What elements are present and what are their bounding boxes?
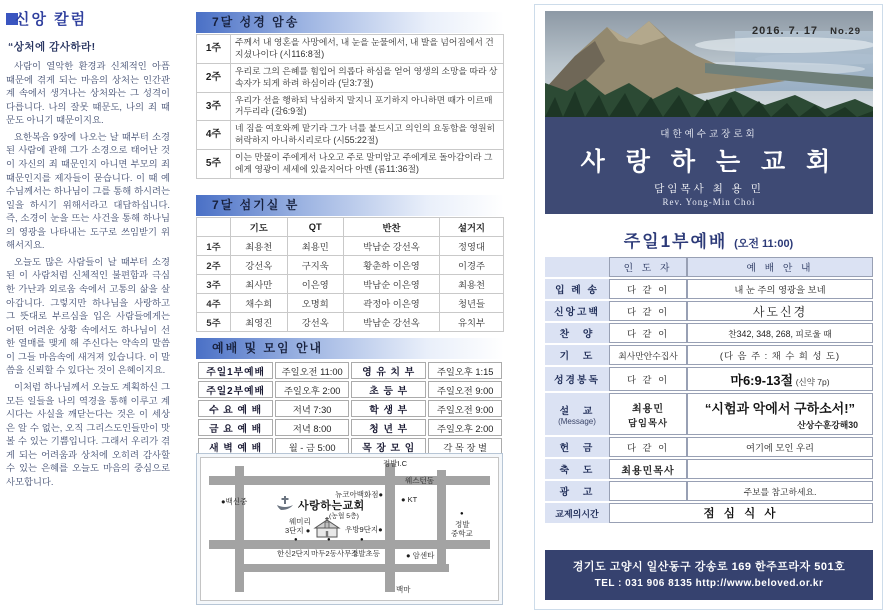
map-label: 뉴코아백화점● — [335, 490, 383, 499]
table-row — [545, 459, 873, 479]
order-label: 축 도 — [545, 459, 609, 479]
cell: 금 요 예 배 — [198, 419, 273, 436]
table-row — [198, 362, 502, 379]
church-address: 경기도 고양시 일산동구 강송로 169 한주프라자 501호 — [572, 561, 846, 573]
cell: 초 등 부 — [351, 381, 426, 398]
week-cell: 5주 — [197, 150, 231, 179]
cell: 4주 — [197, 294, 231, 313]
cell: 주일오후 1:15 — [428, 362, 502, 379]
service-title: 주일1부예배 — [623, 232, 728, 251]
cell: 최영진 — [231, 313, 288, 332]
verse-cell: 네 짐을 여호와께 맡기라 그가 너를 붙드시고 의인의 요동함을 영원히 허락하지 아니하시리로다 (시55:22절) — [231, 121, 504, 150]
order-label: 헌 금 — [545, 437, 609, 457]
table-row — [198, 381, 502, 398]
middle-column — [196, 10, 504, 610]
content-cell — [609, 503, 873, 523]
church-building-icon — [313, 516, 341, 538]
scripture-page: (신약 7p) — [795, 376, 830, 387]
service-title-row — [535, 227, 882, 252]
map-church-floor: (농협 5층) — [329, 513, 359, 520]
essay-paragraph: 요한복음 9장에 나오는 날 때부터 소경된 사람에 관해 그가 소경으로 태어난 것이 자신의 죄 때문인지 아니면 부모의 죄 때문인지를 제자들이 묻습니다. 이 때 예수님께서는 하나님이 그를 통해 하시려는 일을 하시기 위해서라고 대답하십니다. 즉, 소경이 눈을 뜨는 사건을 통해 하나님의 영광을 나타내는 도구로 쓰임받기 위해서지요. — [6, 131, 170, 251]
issue-number: No.29 — [830, 26, 861, 37]
cell: 곽정아 이은영 — [344, 294, 440, 313]
service-time: (오전 11:00) — [734, 238, 794, 250]
table-row — [197, 237, 504, 256]
church-name: 사 랑 하 는 교 회 — [580, 148, 838, 176]
memorize-table — [196, 34, 504, 179]
cell: 영 유 치 부 — [351, 362, 426, 379]
table-row — [545, 323, 873, 343]
leader-cell: 다 같 이 — [609, 323, 687, 343]
cell: 최용천 — [440, 275, 504, 294]
table-header-row — [545, 257, 873, 277]
map-dot: ● — [327, 537, 331, 543]
scripture-reference: 마6:9-13절 — [730, 372, 794, 388]
map-road — [437, 470, 446, 572]
order-label-sub: (Message) — [558, 416, 596, 426]
essay-paragraph: 이처럼 하나님께서 오늘도 계획하신 그 모든 일들을 나의 역경을 통해 이루고 계시다는 사실을 깨닫는다는 것은 이 세상은 알 수 없는, 오직 그리스도인들만이 맛볼 수 있는 기쁨입니다. 그래서 우리가 겪게 되는 어려움과 상처에 오히려 감사할 수 있는 은혜를 오늘도 마음의 중심으로 사모합니다. — [6, 381, 170, 487]
order-label-text: 설 교 — [559, 405, 595, 417]
table-row — [197, 313, 504, 332]
cell: 최사만 — [231, 275, 288, 294]
cell: 저녁 7:30 — [275, 400, 349, 417]
map-road — [235, 564, 449, 572]
cell: 구지욱 — [287, 256, 344, 275]
map-label: 백마 — [396, 585, 411, 594]
map-label: 3단지 ● — [285, 526, 311, 535]
cell: 강선옥 — [287, 313, 344, 332]
serving-section — [196, 195, 504, 332]
week-cell: 3주 — [197, 92, 231, 121]
memorize-section — [196, 12, 504, 179]
serving-table — [196, 217, 504, 332]
faith-column-title-row — [6, 8, 170, 29]
cell: 주일2부예배 — [198, 381, 273, 398]
essay-paragraph: 사람이 열악한 환경과 신체적인 아픔 때문에 겪게 되는 마음의 상처는 인간관계 속에서 생겨나는 상처와는 그 성격이 다릅니다. 나의 잘못 때문도, 나의 죄 때문도 아니기 때문이지요. — [6, 61, 170, 126]
map-canvas — [200, 457, 499, 601]
table-row — [197, 150, 504, 179]
map-church-name: 사랑하는교회 — [298, 500, 365, 512]
table-row — [197, 35, 504, 64]
content-cell: 여기에 모인 우리 — [687, 437, 873, 457]
leader-cell: 다 같 이 — [609, 301, 687, 321]
preacher-title: 담임목사 — [628, 417, 668, 428]
map-label: 한신2단지 — [277, 549, 311, 558]
worship-order-table — [545, 255, 873, 525]
order-label: 기 도 — [545, 345, 609, 365]
pastor-name-english: Rev. Yong-Min Choi — [662, 197, 756, 207]
schedule-section-title: 예배 및 모임 안내 — [196, 338, 504, 359]
cell: 최용민 — [287, 237, 344, 256]
map-label: 웨스턴돔 — [405, 476, 434, 485]
denomination: 대한예수교장로회 — [660, 129, 758, 140]
order-label: 교제의시간 — [545, 503, 609, 523]
content-cell: 주보를 참고하세요. — [687, 481, 873, 501]
table-row — [198, 419, 502, 436]
verse-cell: 이는 만물이 주에게서 나오고 주로 말미암고 주에게로 돌아감이라 그에게 영광이 세세에 있을지어다 아멘 (롬11:36절) — [231, 150, 504, 179]
leader-cell — [609, 481, 687, 501]
table-row — [197, 121, 504, 150]
leader-cell: 다 같 이 — [609, 437, 687, 457]
order-label: 광 고 — [545, 481, 609, 501]
week-cell: 2주 — [197, 63, 231, 92]
map-dot: ● — [294, 537, 298, 543]
cell: 오명희 — [287, 294, 344, 313]
order-label: 신앙고백 — [545, 301, 609, 321]
map-label: 웨미리 — [289, 517, 311, 526]
cell: 주일오후 2:00 — [428, 419, 502, 436]
map-label: ●백신중 — [221, 497, 248, 506]
location-map — [196, 453, 503, 605]
sermon-series: 산상수훈강해30 — [797, 419, 858, 430]
cell: 채수희 — [231, 294, 288, 313]
cell: 이경주 — [440, 256, 504, 275]
serving-section-title: 7달 섬기실 분 — [196, 195, 504, 216]
verse-cell: 우리로 그의 은혜를 힘입어 의롭다 하심을 얻어 영생의 소망을 따라 상속자가 되게 하려 하심이라 (딛3:7절) — [231, 63, 504, 92]
table-row — [545, 301, 873, 321]
table-row — [545, 437, 873, 457]
fellowship-content: 점 심 식 사 — [703, 508, 779, 520]
leader-cell: 최용민목사 — [609, 459, 687, 479]
cell: 청년들 — [440, 294, 504, 313]
cell: 3주 — [197, 275, 231, 294]
map-road — [235, 466, 244, 592]
cell: 청 년 부 — [351, 419, 426, 436]
header-cell: 설거지 — [440, 218, 504, 237]
map-label: 정발초등 — [351, 549, 380, 558]
cell: 수 요 예 배 — [198, 400, 273, 417]
table-row — [545, 345, 873, 365]
content-cell: (다 음 주 : 채 수 희 성 도) — [687, 345, 873, 365]
week-cell: 1주 — [197, 35, 231, 64]
table-row — [545, 503, 873, 523]
essay-paragraph: 오늘도 많은 사람들이 날 때부터 소경된 이 사람처럼 신체적인 불편함과 극심한 가난과 외로움 속에서 고통의 삶을 살아갑니다. 그렇지만 하나님을 사랑하고 그 뜻대로 부르심을 입은 사람들에게는 어떤 어려운 상황 속에서도 하나님이 선한 열매를 맺게 해 주신다는 약속의 말씀이 그들 마음속에 새겨져 있습니다. 이 말씀을 신뢰할 수 있다는 것이 은혜이지요. — [6, 256, 170, 376]
header-cell: 기도 — [231, 218, 288, 237]
table-row — [545, 279, 873, 299]
header-cell: QT — [287, 218, 344, 237]
map-label: ● 암센타 — [406, 551, 435, 560]
content-cell — [687, 393, 873, 435]
map-label: ● KT — [401, 495, 418, 504]
leader-cell: 최사만안수집사 — [609, 345, 687, 365]
map-road — [209, 476, 490, 485]
order-label: 찬 양 — [545, 323, 609, 343]
order-label: 성경봉독 — [545, 367, 609, 391]
cell: 새 벽 예 배 — [198, 438, 273, 455]
map-dot: ● — [360, 537, 364, 543]
map-label: 우방9단지● — [345, 525, 383, 534]
memorize-section-title: 7달 성경 암송 — [196, 12, 504, 33]
map-label: 중학교 — [451, 529, 473, 538]
content-cell: 사도신경 — [687, 301, 873, 321]
header-cell — [197, 218, 231, 237]
table-row — [197, 294, 504, 313]
cell: 박남순 이은영 — [344, 275, 440, 294]
masthead-photo — [545, 11, 873, 117]
cell: 박남순 강선옥 — [344, 237, 440, 256]
table-row — [197, 275, 504, 294]
order-label — [545, 393, 609, 435]
preacher-name: 최용민 — [632, 403, 664, 415]
map-road — [385, 463, 395, 592]
cell: 2주 — [197, 256, 231, 275]
table-row — [545, 393, 873, 435]
church-phone-website: TEL : 031 906 8135 http://www.beloved.or.kr — [594, 578, 824, 589]
content-cell — [687, 459, 873, 479]
header-cell: 인 도 자 — [609, 257, 687, 277]
masthead-banner — [545, 117, 873, 214]
cell: 5주 — [197, 313, 231, 332]
cell: 강선옥 — [231, 256, 288, 275]
cell: 월 - 금 5:00 — [275, 438, 349, 455]
content-cell: 내 눈 주의 영광을 보네 — [687, 279, 873, 299]
order-label: 입 례 송 — [545, 279, 609, 299]
faith-column-title: 신앙 칼럼 — [15, 11, 88, 28]
sermon-title: “시험과 악에서 구하소서!” — [704, 400, 856, 416]
table-row — [197, 92, 504, 121]
cell: 박남순 강선옥 — [344, 313, 440, 332]
header-cell: 예 배 안 내 — [687, 257, 873, 277]
table-row — [197, 63, 504, 92]
cell: 이은영 — [287, 275, 344, 294]
cell: 저녁 8:00 — [275, 419, 349, 436]
header-cell — [545, 257, 609, 277]
map-label: 정발I.C — [383, 459, 408, 468]
issue-date: 2016. 7. 17 — [752, 25, 819, 37]
schedule-section — [196, 338, 504, 457]
issue-date-line — [752, 25, 861, 37]
table-row — [198, 400, 502, 417]
cell: 주일오전 9:00 — [428, 400, 502, 417]
cell: 황춘하 이은영 — [344, 256, 440, 275]
map-label: 정발 — [455, 520, 470, 529]
cell: 주일오전 9:00 — [428, 381, 502, 398]
church-logo-icon — [275, 493, 295, 511]
cell: 목 장 모 임 — [351, 438, 426, 455]
cell: 각 목 장 별 — [428, 438, 502, 455]
leader-cell: 다 같 이 — [609, 367, 687, 391]
leader-cell — [609, 393, 687, 435]
header-cell: 반찬 — [344, 218, 440, 237]
content-cell: 찬342, 348, 268, 피로울 때 — [687, 323, 873, 343]
table-row — [545, 367, 873, 391]
cell: 주일오후 2:00 — [275, 381, 349, 398]
cell: 학 생 부 — [351, 400, 426, 417]
week-cell: 4주 — [197, 121, 231, 150]
cell: 주일오전 11:00 — [275, 362, 349, 379]
cell: 유치부 — [440, 313, 504, 332]
verse-cell: 주께서 내 영혼을 사망에서, 내 눈을 눈물에서, 내 발을 넘어짐에서 건지셨나이다 (시116:8절) — [231, 35, 504, 64]
cell: 주일1부예배 — [198, 362, 273, 379]
pastor-name: 담임목사 최 용 민 — [654, 183, 764, 195]
map-dot: ● — [460, 511, 464, 517]
table-header-row — [197, 218, 504, 237]
cell: 1주 — [197, 237, 231, 256]
leader-cell: 다 같 이 — [609, 279, 687, 299]
bulletin-front-panel — [534, 4, 883, 610]
schedule-table — [196, 360, 504, 457]
table-row — [545, 481, 873, 501]
table-row — [197, 256, 504, 275]
cell: 최용천 — [231, 237, 288, 256]
content-cell — [687, 367, 873, 391]
church-address-footer — [545, 550, 873, 600]
map-label: 마두2동사무소 — [311, 549, 359, 558]
essay-body — [6, 60, 170, 489]
cell: 정영대 — [440, 237, 504, 256]
essay-headline: “상처에 감사하라! — [8, 41, 96, 53]
faith-column — [6, 8, 170, 608]
verse-cell: 우리가 선을 행하되 낙심하지 말지니 포기하지 아니하면 때가 이르매 거두리라 (갈6:9절) — [231, 92, 504, 121]
